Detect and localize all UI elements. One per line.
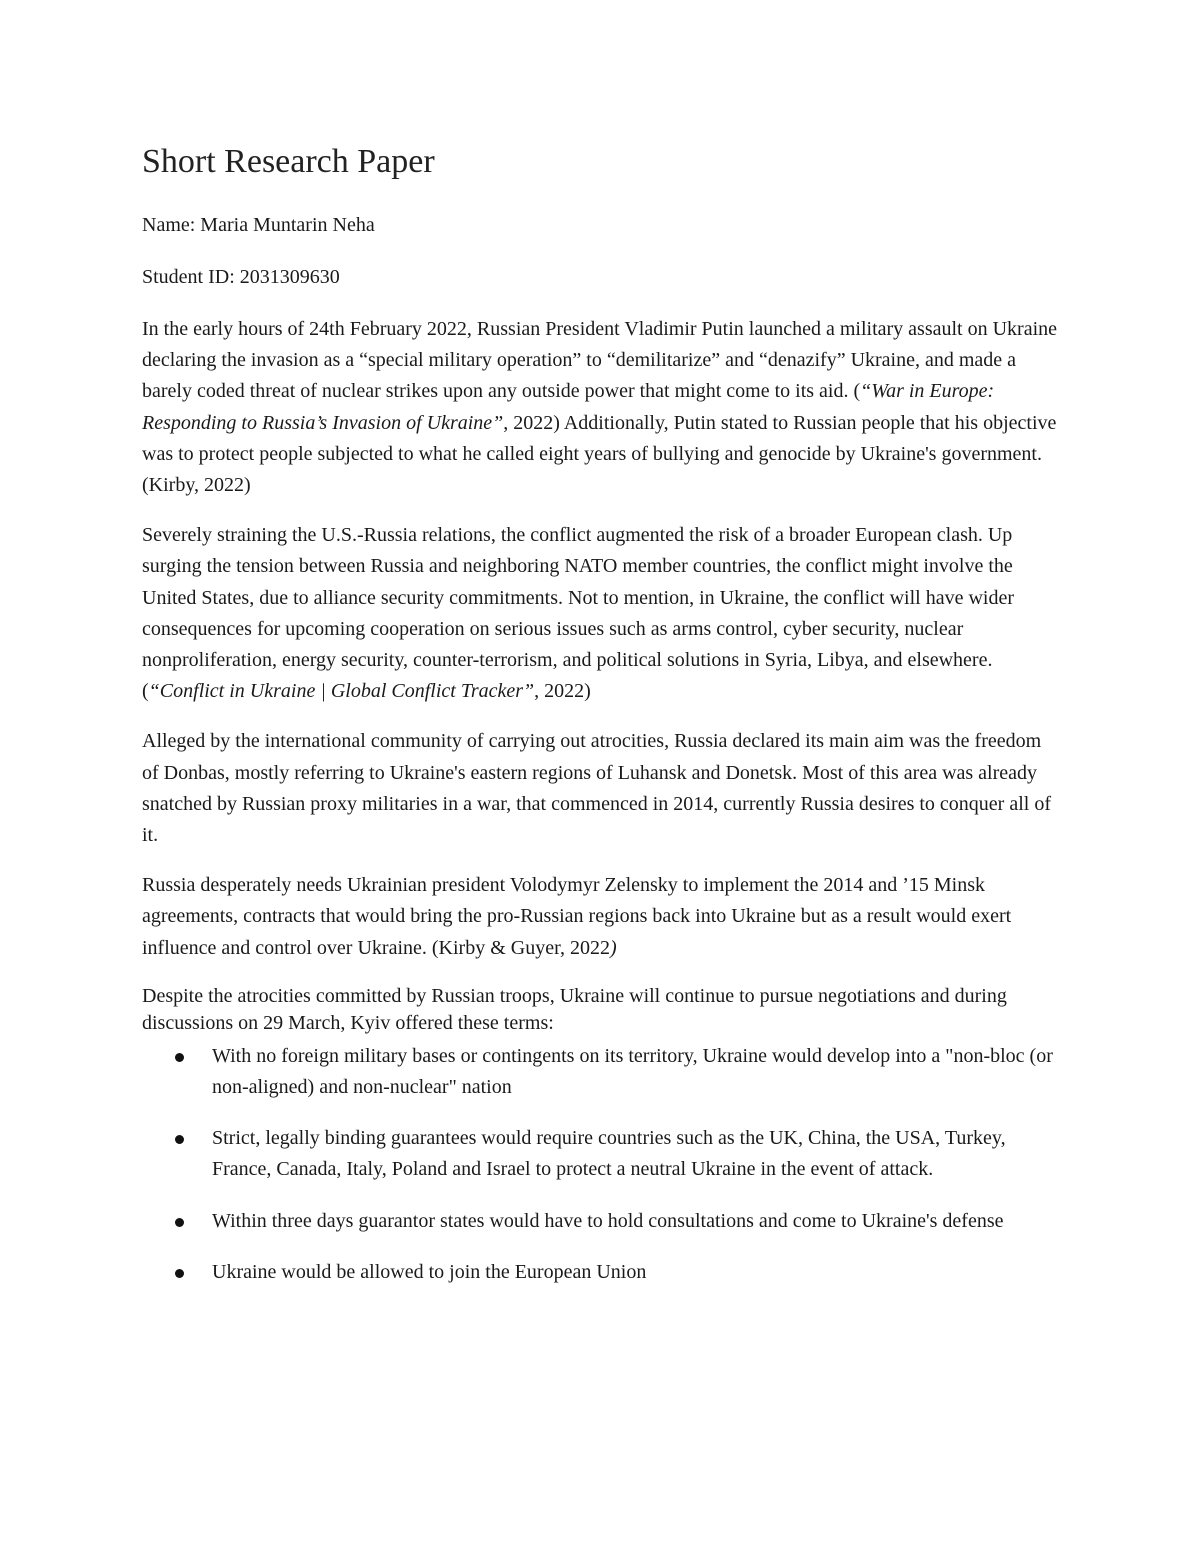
list-item [142,1041,1062,1103]
list-item-text: Within three days guarantor states would have to hold consultations and come to Ukraine's defense [212,1209,1004,1232]
terms-list [142,1041,1062,1288]
list-item [142,1123,1062,1185]
bullet-icon [175,1218,184,1227]
paragraph-3: Alleged by the international community of carrying out atrocities, Russia declared its main aim was the freedom of Donbas, mostly referring to Ukraine's eastern regions of Luhansk and Donetsk. Most of this area was already snatched by Russian proxy militaries in a war, that commenced in 2014, currently Russia desires to conquer all of it. [142,730,1051,847]
bullet-icon [175,1135,184,1144]
paragraph-1 [142,314,1062,501]
bullet-icon [175,1269,184,1278]
bullet-icon [175,1053,184,1062]
student-id: Student ID: 2031309630 [142,266,340,288]
paragraph-1-text-b: , 2022) Additionally, Putin stated to Russian people that his objective was to protect people subjected to what he called eight years of bullying and genocide by Ukraine's government. (Kirby, 2022) [142,411,1057,497]
author-name: Name: Maria Muntarin Neha [142,214,375,236]
paragraph-2-text-a: Severely straining the U.S.-Russia relations, the conflict augmented the risk of a broader European clash. Up surging the tension between Russia and neighboring NATO member countries, the conflict might involve the United States, due to alliance security commitments. Not to mention, in Ukraine, the conflict will have wider consequences for upcoming cooperation on serious issues such as arms control, cyber security, nuclear nonproliferation, energy security, counter-terrorism, and political solutions in Syria, Libya, and elsewhere. ( [142,524,1015,703]
citation-conflict-tracker: “Conflict in Ukraine | Global Conflict Tracker” [148,680,535,703]
list-item-text: Ukraine would be allowed to join the European Union [212,1260,647,1283]
paragraph-2 [142,520,1062,707]
paragraph-5: Despite the atrocities committed by Russian troops, Ukraine will continue to pursue negotiations and during discussions on 29 March, Kyiv offered these terms: [142,984,1007,1034]
citation-war-in-europe: “War in Europe: Responding to Russia’s Invasion of Ukraine” [142,380,995,434]
page-title: Short Research Paper [142,143,435,180]
list-item [142,1206,1062,1237]
list-item-text: Strict, legally binding guarantees would require countries such as the UK, China, the USA, Turkey, France, Canada, Italy, Poland and Israel to protect a neutral Ukraine in the event of attack. [212,1127,1006,1181]
paragraph-1-text-a: In the early hours of 24th February 2022, Russian President Vladimir Putin launched a military assault on Ukraine declaring the invasion as a “special military operation” to “demilitarize” and “denazify” Ukraine, and made a barely coded threat of nuclear strikes upon any outside power that might come to its aid. ( [142,318,1058,403]
paragraph-4-text-a: Russia desperately needs Ukrainian president Volodymyr Zelensky to implement the 2014 and ’15 Minsk agreements, contracts that would bring the pro-Russian regions back into Ukraine but as a result would exert influence and control over Ukraine. (Kirby & Guyer, 2022 [142,874,1012,959]
paragraph-4-closing-paren: ) [609,936,617,959]
list-item [142,1257,1062,1288]
document-page [142,140,1062,1308]
paragraph-2-text-b: , 2022) [534,680,591,703]
list-item-text: With no foreign military bases or contingents on its territory, Ukraine would develop into a "non-bloc (or non-aligned) and non-nuclear" nation [212,1044,1053,1099]
paragraph-4 [142,870,1062,964]
